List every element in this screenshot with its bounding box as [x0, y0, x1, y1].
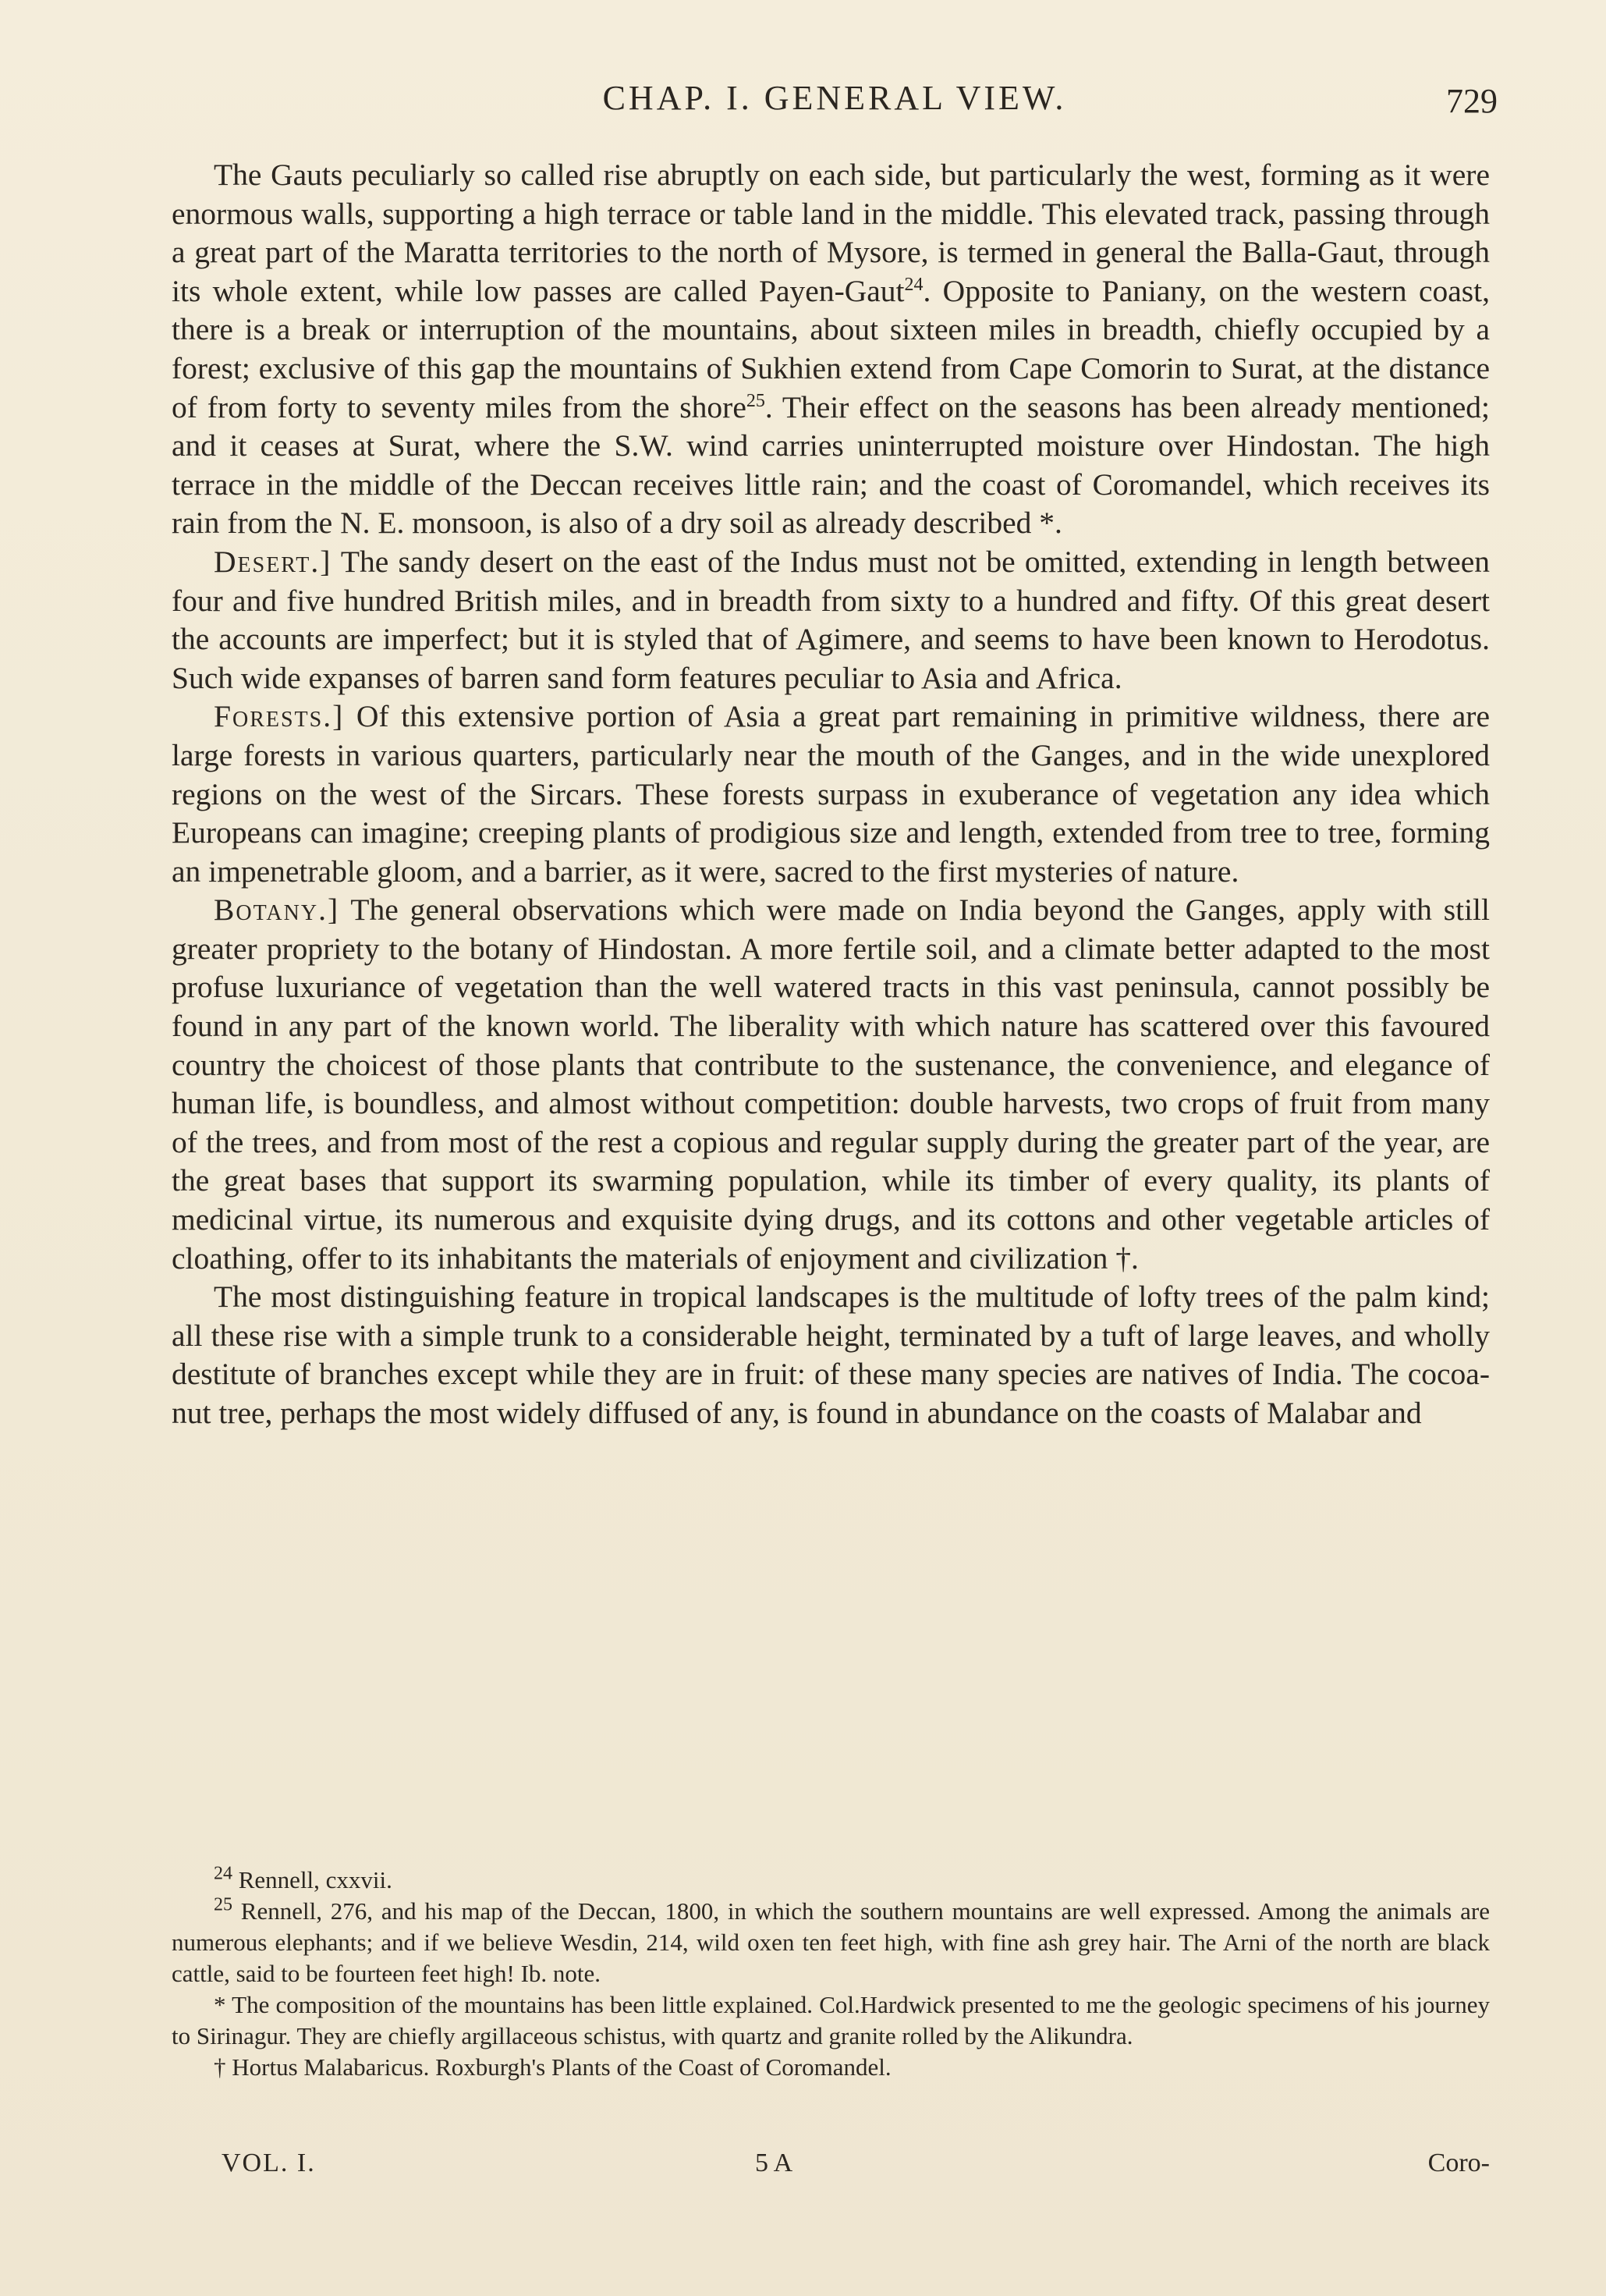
signature-line: [172, 2149, 1490, 2188]
paragraph-desert: [172, 543, 1490, 697]
footnote-text: Rennell, cxxvii.: [232, 1866, 392, 1893]
main-text: [172, 156, 1490, 1433]
paragraph-text: . Their effect on the seasons has been already mentioned; and it ceases at Surat, where the S.W. wind carries uninterrupted moisture over Hindostan. The high terrace in the middle of the Deccan receives little rain; and the coast of Coromandel, which receives its rain from the N. E. monsoon, is also of a dry soil as already described *.: [172, 389, 1490, 541]
catchword: Coro-: [1427, 2149, 1490, 2177]
page-number: 729: [1446, 82, 1498, 120]
footnote: [172, 1865, 1490, 1896]
running-head: [172, 78, 1498, 133]
footnote-text: Hortus Malabaricus. Roxburgh's Plants of the Coast of Coromandel.: [225, 2053, 892, 2081]
paragraph-botany: [172, 891, 1490, 1278]
paragraph-text: . Opposite to Paniany, on the western coast, there is a break or interruption of the mountains, about sixteen miles in breadth, chiefly occupied by a forest; exclusive of this gap the mountains of Sukhien extend from Cape Comorin to Surat, at the distance of from forty to seventy miles from the shore: [172, 273, 1490, 424]
footnote-text: The composition of the mountains has been little explained. Col.Hardwick presented to me the geologic specimens of his journey to Sirinagur. They are chiefly argillaceous schistus, with quartz and granite rolled by the Alikundra.: [172, 1991, 1490, 2049]
section-heading: Forests.]: [214, 699, 345, 734]
footnote: [172, 1989, 1490, 2052]
paragraph-gauts: [172, 156, 1490, 543]
footnote-reference: 25: [746, 390, 765, 411]
signature-mark: 5 A: [755, 2149, 793, 2177]
section-heading: Botany.]: [214, 892, 340, 928]
footnote-mark: 24: [214, 1863, 232, 1884]
chapter-title: CHAP. I. GENERAL VIEW.: [602, 79, 1067, 117]
volume-label: VOL. I.: [222, 2149, 316, 2177]
section-heading: Desert.]: [214, 544, 332, 579]
paragraph-text: The sandy desert on the east of the Indus must not be omitted, extending in length between four and five hundred British miles, and in breadth from sixty to a hundred and fifty. Of this great desert the accounts are imperfect; but it is styled that of Agimere, and seems to have been known to Herodotus. Such wide expanses of barren sand form features peculiar to Asia and Africa.: [172, 544, 1490, 695]
footnote: [172, 1896, 1490, 1989]
footnote-mark: 25: [214, 1894, 232, 1915]
paragraph-text: The general observations which were made on India beyond the Ganges, apply with still greater propriety to the botany of Hindostan. A more fertile soil, and a climate better adapted to the most profuse luxuriance of vegetation than the well watered tracts in this vast peninsula, cannot possibly be found in any part of the known world. The liberality with which nature has scattered over this favoured country the choicest of those plants that contribute to the sustenance, the convenience, and elegance of human life, is boundless, and almost without competition: double harvests, two crops of fruit from many of the trees, and from most of the rest a copious and regular supply during the greater part of the year, are the great bases that support its swarming population, while its timber of every quality, its plants of medicinal virtue, its numerous and exquisite dying drugs, and its cottons and other vegetable articles of cloathing, offer to its inhabitants the materials of enjoyment and civilization †.: [172, 892, 1490, 1276]
footnote-mark: †: [214, 2053, 226, 2081]
paragraph-forests: [172, 697, 1490, 891]
paragraph-palms: [172, 1278, 1490, 1432]
footnote-reference: 24: [904, 274, 924, 295]
footnote-text: Rennell, 276, and his map of the Deccan, 1800, in which the southern mountains are well expressed. Among the animals are numerous elephants; and if we believe Wesdin, 214, wild oxen ten feet high, with fine ash grey hair. The Arni of the north are black cattle, said to be fourteen feet high! Ib. note.: [172, 1897, 1490, 1987]
paragraph-text: Of this extensive portion of Asia a great part remaining in primitive wildness, there are large forests in various quarters, particularly near the mouth of the Ganges, and in the wide unexplored regions on the west of the Sircars. These forests surpass in exuberance of vegetation any idea which Europeans can imagine; creeping plants of prodigious size and length, extended from tree to tree, forming an impenetrable gloom, and a barrier, as it were, sacred to the first mysteries of nature.: [172, 699, 1490, 889]
paragraph-text: The Gauts peculiarly so called rise abruptly on each side, but particularly the west, forming as it were enormous walls, supporting a high terrace or table land in the middle. This elevated track, passing through a great part of the Maratta territories to the north of Mysore, is termed in general the Balla-Gaut, through its whole extent, while low passes are called Payen-Gaut: [172, 158, 1490, 308]
paragraph-text: The most distinguishing feature in tropical landscapes is the multitude of lofty trees of the palm kind; all these rise with a simple trunk to a considerable height, terminated by a tuft of large leaves, and wholly destitute of branches except while they are in fruit: of these many species are natives of India. The cocoa-nut tree, perhaps the most widely diffused of any, is found in abundance on the coasts of Malabar and: [172, 1279, 1490, 1430]
footnote: [172, 2052, 1490, 2083]
footnotes: [172, 1865, 1490, 2083]
footnote-mark: *: [214, 1991, 226, 2018]
